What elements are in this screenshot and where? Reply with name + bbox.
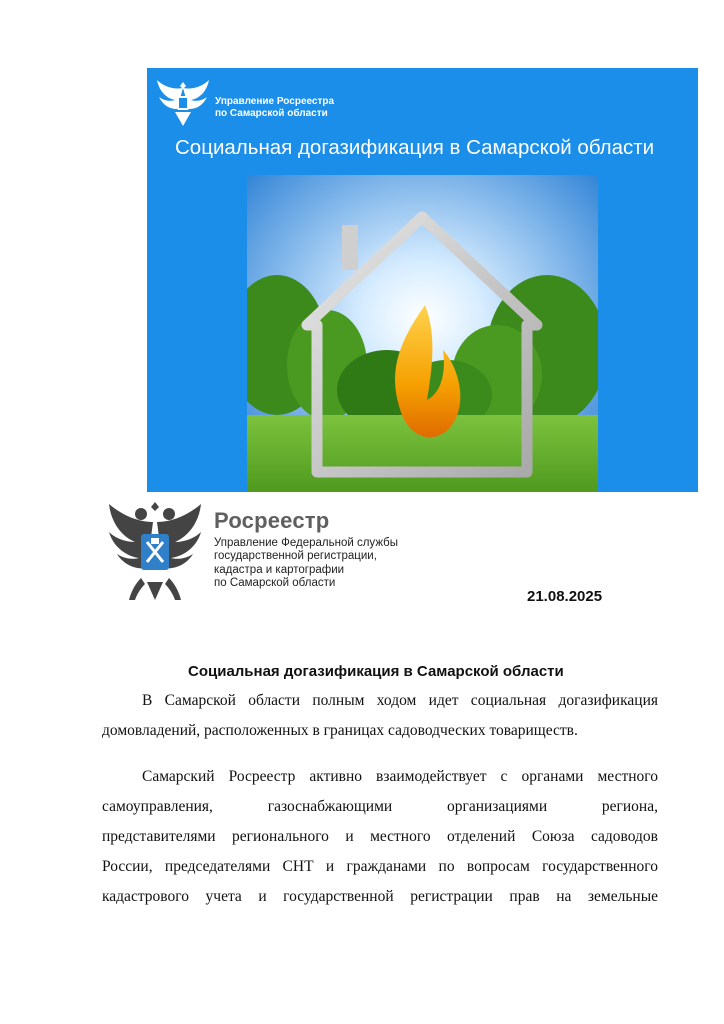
paragraph-line: России, председателями СНТ и гражданами по вопросам государственного [102, 858, 658, 875]
banner-org-name [215, 96, 334, 120]
paragraph-line: Самарский Росреестр активно взаимодействует с органами местного [142, 768, 658, 785]
paragraph-line: кадастрового учета и государственной регистрации прав на земельные [102, 888, 658, 905]
paragraph-line: представителями регионального и местного отделений Союза садоводов [102, 828, 658, 845]
paragraph-1 [102, 686, 658, 746]
org-line: Управление Федеральной службы [214, 537, 398, 549]
banner-org-line2: по Самарской области [215, 108, 328, 119]
banner-org-line1: Управление Росреестра [215, 96, 335, 107]
org-line: кадастра и картографии [214, 563, 345, 576]
rosreestr-eagle-emblem-icon [101, 498, 209, 604]
org-name [214, 537, 398, 590]
banner [147, 68, 698, 492]
banner-title: Социальная догазификация в Самарской области [175, 136, 655, 159]
article-title: Социальная догазификация в Самарской области [188, 663, 564, 680]
brand-name: Росреестр [214, 508, 330, 533]
house-flame-illustration [247, 175, 598, 492]
org-line: государственной регистрации, [214, 550, 377, 563]
eagle-emblem-icon [153, 74, 213, 134]
paragraph-2 [102, 762, 658, 912]
paragraph-line: домовладений, расположенных в границах садоводческих товариществ. [102, 722, 578, 739]
org-line: по Самарской области [214, 576, 336, 589]
document-date: 21.08.2025 [527, 588, 603, 605]
paragraph-line: В Самарской области полным ходом идет социальная догазификация [142, 692, 658, 709]
paragraph-line: самоуправления, газоснабжающими организациями региона, [102, 798, 658, 815]
